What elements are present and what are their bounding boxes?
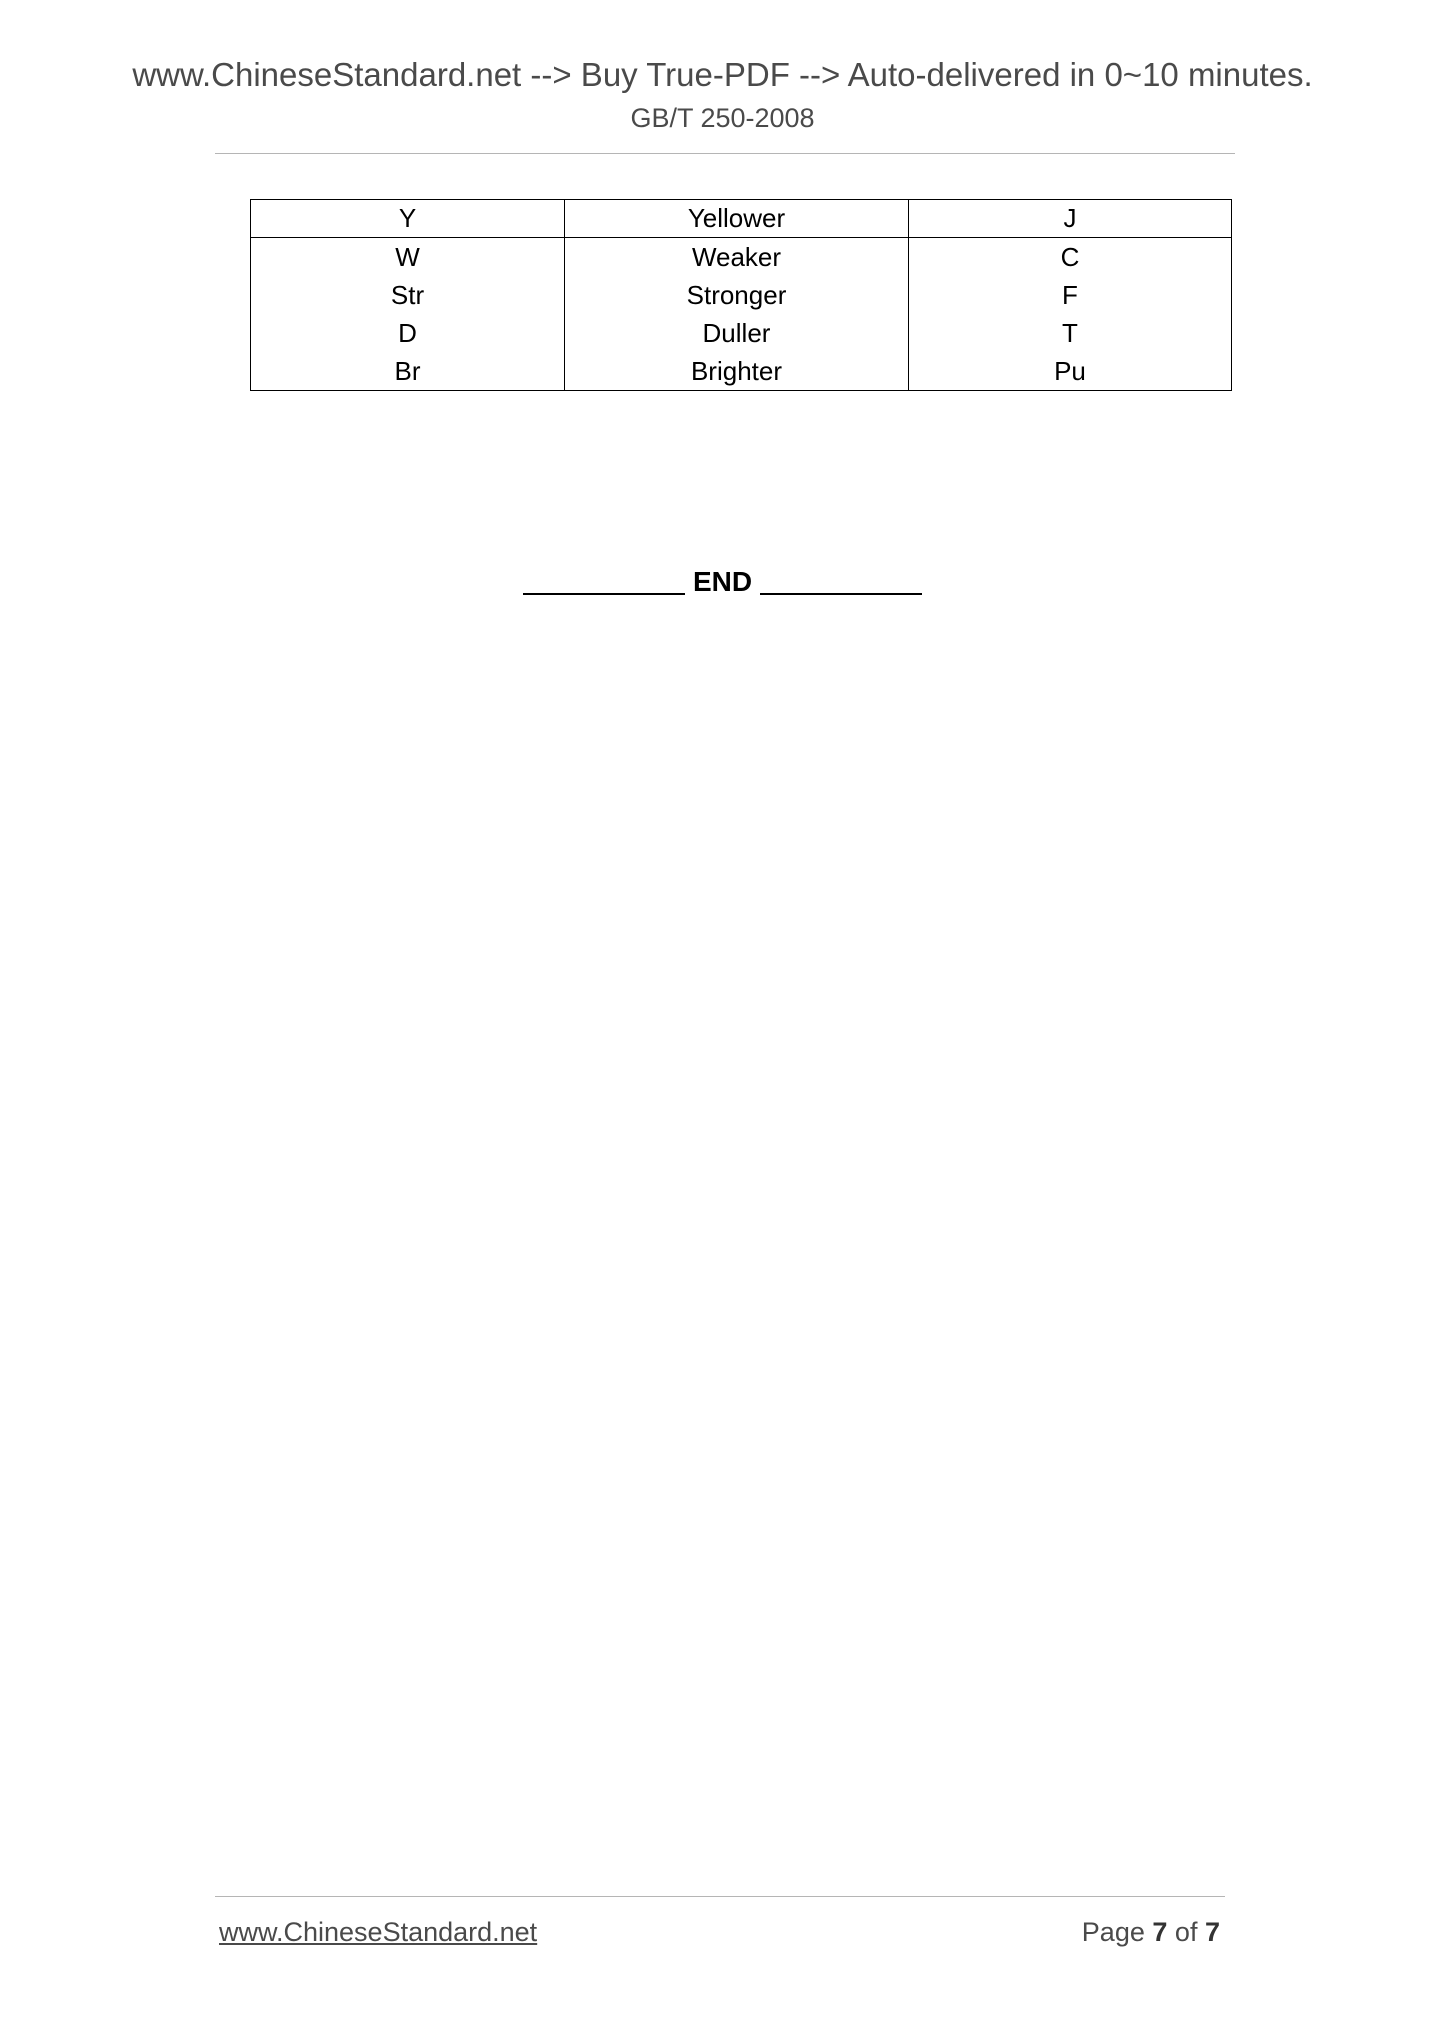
table-cell: Duller [565, 314, 909, 352]
table-cell: Pu [909, 352, 1232, 391]
end-label: END [692, 566, 753, 597]
table-cell: T [909, 314, 1232, 352]
table-cell: C [909, 238, 1232, 277]
standard-code: GB/T 250-2008 [630, 103, 815, 133]
end-marker [0, 566, 1445, 598]
table-cell: Str [251, 276, 565, 314]
table-cell: Br [251, 352, 565, 391]
page-number [1082, 1917, 1220, 1948]
table-header-row [251, 200, 1232, 238]
table-cell: J [909, 200, 1232, 238]
page-current: 7 [1152, 1917, 1168, 1947]
table-row [251, 238, 1232, 277]
end-rule-left [523, 593, 685, 595]
table-cell: W [251, 238, 565, 277]
header-banner: www.ChineseStandard.net --> Buy True-PDF --> Auto-delivered in 0~10 minutes. [132, 56, 1313, 93]
table-cell: Y [251, 200, 565, 238]
color-code-table [250, 199, 1232, 391]
table-cell: Yellower [565, 200, 909, 238]
footer-site-link[interactable]: www.ChineseStandard.net [219, 1917, 538, 1947]
page-total: 7 [1204, 1917, 1220, 1947]
table-cell: F [909, 276, 1232, 314]
table-cell: Stronger [565, 276, 909, 314]
table-cell: Brighter [565, 352, 909, 391]
header-divider [215, 153, 1235, 154]
table-row [251, 314, 1232, 352]
page-of: of [1174, 1917, 1198, 1947]
table-row [251, 352, 1232, 391]
footer-divider [215, 1896, 1225, 1897]
table-cell: Weaker [565, 238, 909, 277]
page-prefix: Page [1081, 1917, 1145, 1947]
table-cell: D [251, 314, 565, 352]
end-rule-right [760, 593, 922, 595]
table-row [251, 276, 1232, 314]
